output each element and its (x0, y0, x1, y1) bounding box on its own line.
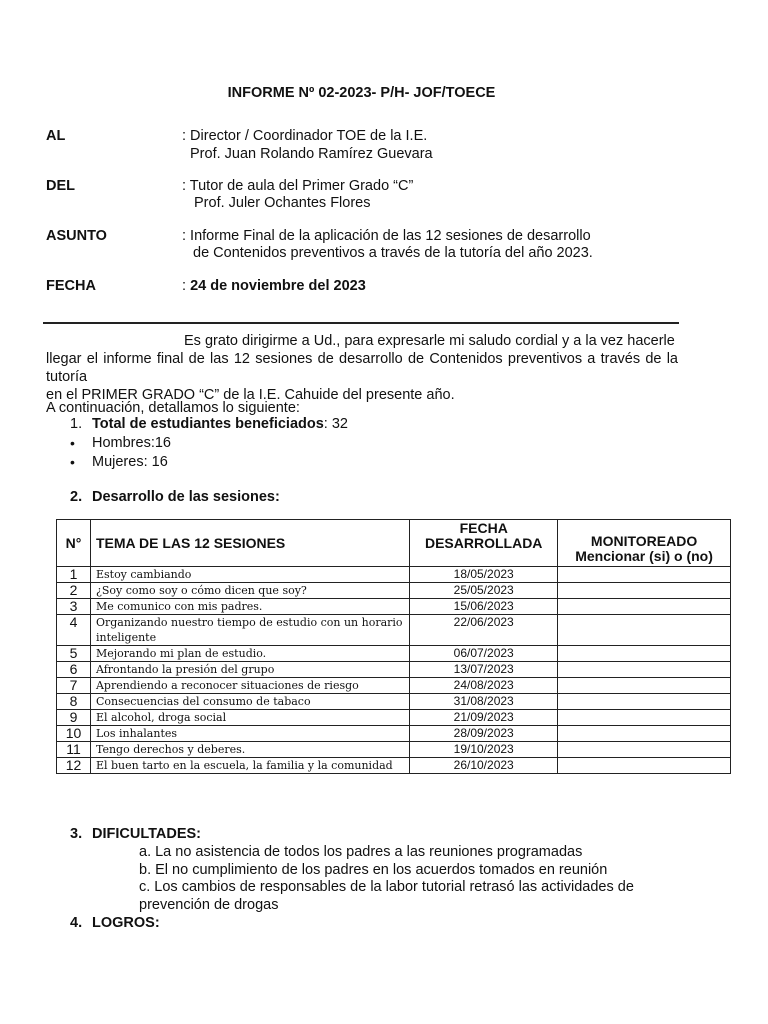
row-fecha: 31/08/2023 (410, 694, 558, 710)
table-row (57, 615, 731, 646)
item1-label: Total de estudiantes beneficiados (92, 416, 324, 432)
table-row (57, 726, 731, 742)
row-tema: El alcohol, droga social (90, 710, 409, 726)
item4-number: 4. (70, 915, 83, 931)
item2-label: Desarrollo de las sesiones: (92, 489, 280, 505)
bullet-dot-2: • (70, 454, 75, 470)
row-fecha: 13/07/2023 (410, 662, 558, 678)
row-fecha: 15/06/2023 (410, 599, 558, 615)
bullet-mujeres: Mujeres: 16 (92, 454, 168, 470)
bullet-dot-1: • (70, 435, 75, 451)
row-fecha: 21/09/2023 (410, 710, 558, 726)
table-row (57, 599, 731, 615)
row-number: 10 (57, 726, 91, 742)
table-row (57, 710, 731, 726)
row-monitoreado (558, 583, 731, 599)
row-tema: Aprendiendo a reconocer situaciones de riesgo (90, 678, 409, 694)
row-tema: Organizando nuestro tiempo de estudio con un horario inteligente (90, 615, 409, 646)
asunto-line2: de Contenidos preventivos a través de la tutoría del año 2023. (193, 245, 593, 261)
row-monitoreado (558, 662, 731, 678)
row-fecha: 22/06/2023 (410, 615, 558, 646)
row-number: 9 (57, 710, 91, 726)
del-label: DEL (46, 178, 75, 194)
dificultad-c-line2: prevención de drogas (139, 897, 279, 913)
row-number: 7 (57, 678, 91, 694)
item4-label: LOGROS: (92, 915, 160, 931)
fecha-label: FECHA (46, 278, 96, 294)
intro-line1: Es grato dirigirme a Ud., para expresarle mi saludo cordial y a la vez hacerle (184, 333, 675, 349)
row-tema: Estoy cambiando (90, 567, 409, 583)
row-monitoreado (558, 694, 731, 710)
row-tema: El buen tarto en la escuela, la familia y la comunidad (90, 758, 409, 774)
intro-line2: llegar el informe final de las 12 sesiones de desarrollo de Contenidos preventivos a través de la tutoría (46, 351, 678, 385)
row-tema: ¿Soy como soy o cómo dicen que soy? (90, 583, 409, 599)
table-row (57, 758, 731, 774)
row-number: 1 (57, 567, 91, 583)
row-number: 4 (57, 615, 91, 646)
row-monitoreado (558, 678, 731, 694)
header-n: N° (57, 520, 91, 567)
report-title: INFORME Nº 02-2023- P/H- JOF/TOECE (227, 85, 496, 101)
header-tema: TEMA DE LAS 12 SESIONES (90, 520, 409, 567)
del-line1: : Tutor de aula del Primer Grado “C” (182, 178, 414, 194)
dificultad-a: a. La no asistencia de todos los padres a las reuniones programadas (139, 844, 583, 860)
row-fecha: 06/07/2023 (410, 646, 558, 662)
del-line2: Prof. Juler Ochantes Flores (194, 195, 371, 211)
table-row (57, 567, 731, 583)
row-monitoreado (558, 710, 731, 726)
table-row (57, 742, 731, 758)
row-monitoreado (558, 758, 731, 774)
item1-number: 1. (70, 416, 83, 432)
sessions-table (56, 519, 731, 774)
row-fecha: 19/10/2023 (410, 742, 558, 758)
row-number: 5 (57, 646, 91, 662)
bullet-hombres: Hombres:16 (92, 435, 171, 451)
header-mon-line2: Mencionar (si) o (no) (575, 548, 713, 564)
fecha-value (182, 278, 366, 294)
row-tema: Los inhalantes (90, 726, 409, 742)
header-mon-line1: MONITOREADO (590, 533, 698, 549)
fecha-date: 24 de noviembre del 2023 (190, 278, 366, 294)
table-row (57, 662, 731, 678)
row-monitoreado (558, 567, 731, 583)
row-tema: Consecuencias del consumo de tabaco (90, 694, 409, 710)
row-monitoreado (558, 646, 731, 662)
header-monitoreado (558, 520, 731, 567)
header-fecha-line2: DESARROLLADA (424, 535, 543, 551)
row-monitoreado (558, 726, 731, 742)
table-row (57, 694, 731, 710)
row-monitoreado (558, 615, 731, 646)
fecha-colon: : (182, 278, 187, 294)
row-fecha: 18/05/2023 (410, 567, 558, 583)
row-number: 8 (57, 694, 91, 710)
asunto-label: ASUNTO (46, 228, 107, 244)
intro-line3: en el PRIMER GRADO “C” de la I.E. Cahuide del presente año. (46, 387, 455, 403)
row-number: 2 (57, 583, 91, 599)
intro-paragraph (46, 332, 678, 404)
dificultad-c-line1: c. Los cambios de responsables de la labor tutorial retrasó las actividades de (139, 879, 634, 895)
row-fecha: 26/10/2023 (410, 758, 558, 774)
row-tema: Me comunico con mis padres. (90, 599, 409, 615)
row-tema: Mejorando mi plan de estudio. (90, 646, 409, 662)
dificultad-b: b. El no cumplimiento de los padres en los acuerdos tomados en reunión (139, 862, 608, 878)
continuacion-text: A continuación, detallamos lo siguiente: (46, 400, 300, 416)
item3-number: 3. (70, 826, 83, 842)
row-tema: Tengo derechos y deberes. (90, 742, 409, 758)
table-row (57, 583, 731, 599)
header-fecha (410, 520, 558, 567)
al-line1: : Director / Coordinador TOE de la I.E. (182, 128, 428, 144)
row-fecha: 25/05/2023 (410, 583, 558, 599)
row-number: 3 (57, 599, 91, 615)
row-number: 6 (57, 662, 91, 678)
al-label: AL (46, 128, 66, 144)
row-fecha: 24/08/2023 (410, 678, 558, 694)
item1-value: : 32 (323, 416, 348, 432)
row-number: 11 (57, 742, 91, 758)
item3-label: DIFICULTADES: (92, 826, 202, 842)
row-monitoreado (558, 599, 731, 615)
row-tema: Afrontando la presión del grupo (90, 662, 409, 678)
al-line2: Prof. Juan Rolando Ramírez Guevara (190, 146, 433, 162)
table-row (57, 678, 731, 694)
header-divider (43, 322, 679, 324)
row-fecha: 28/09/2023 (410, 726, 558, 742)
item1-text (92, 416, 348, 432)
table-header-row (57, 520, 731, 567)
item2-number: 2. (70, 489, 83, 505)
header-fecha-line1: FECHA (459, 520, 508, 536)
table-row (57, 646, 731, 662)
asunto-line1: : Informe Final de la aplicación de las 12 sesiones de desarrollo (182, 228, 591, 244)
row-monitoreado (558, 742, 731, 758)
row-number: 12 (57, 758, 91, 774)
